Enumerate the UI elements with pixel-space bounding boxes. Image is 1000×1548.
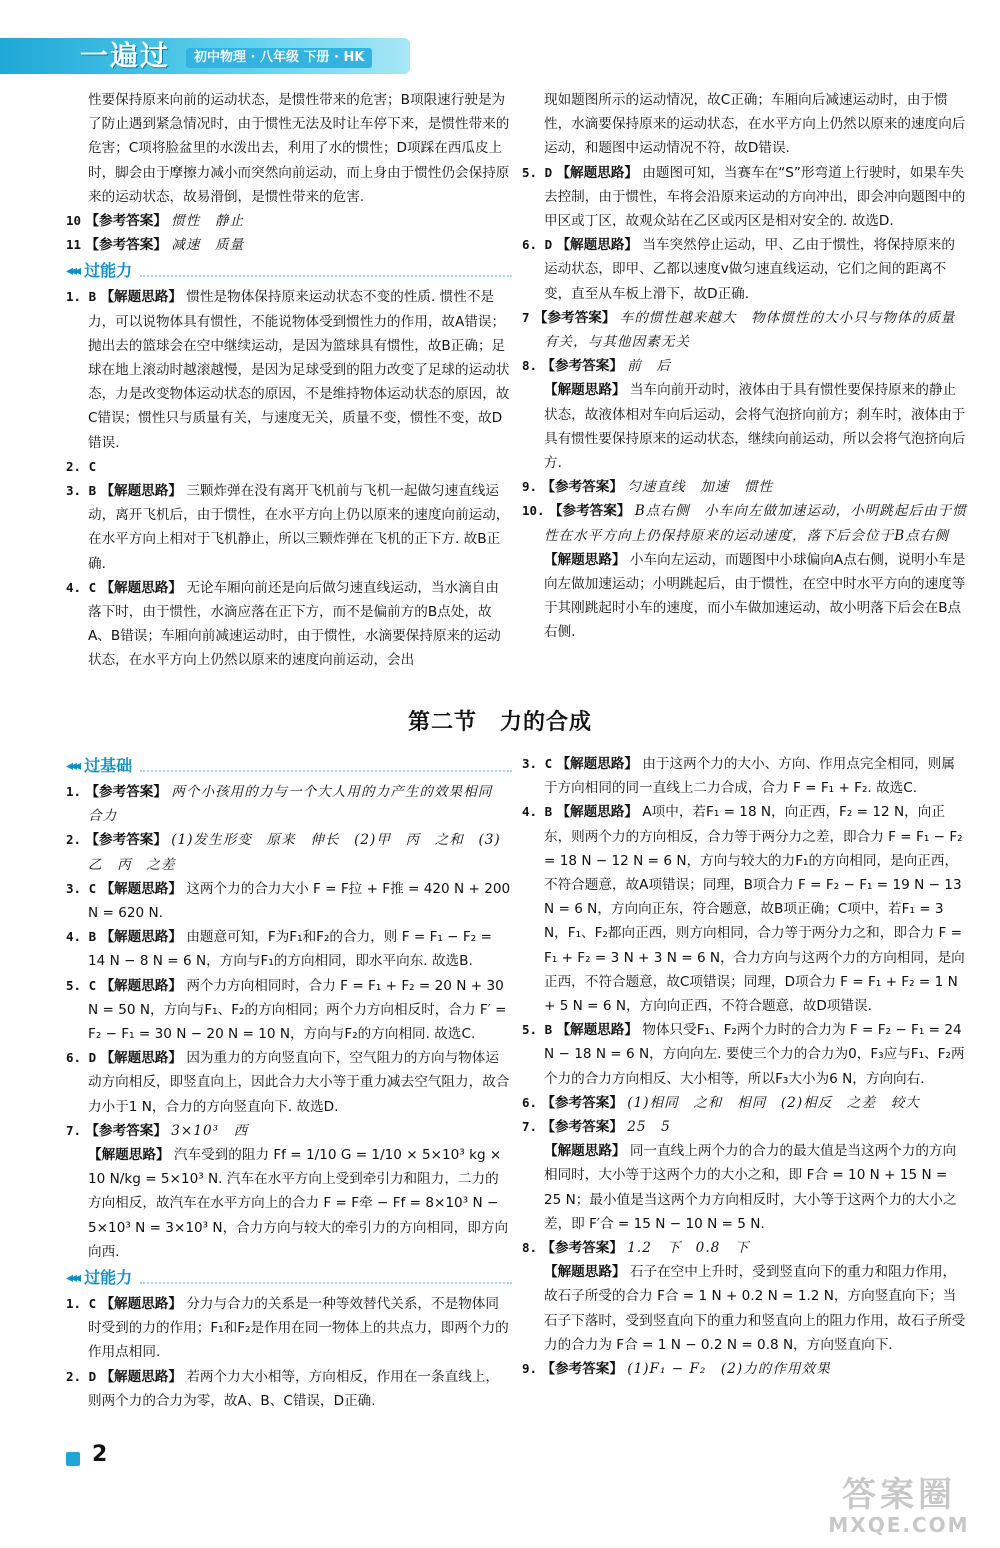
wing-icon: ◂◂◂: [66, 1270, 79, 1287]
ability-q1: 1. B 【解题思路】 惯性是物体保持原来运动状态不变的性质. 惯性不是力，可以说物体具有惯性，不能说物体受到惯性力的作用，故A错误；抛出去的篮球会在空中继续运动，是因为篮球具有惯性，故B正确；足球在地上滚动时越滚越慢，是因为足球受到的阻力改变了足球的运动状态，力是改变物体运动状态的原因，不是维持物体运动状态的原因，故C错误；惯性只与质量有关，与速度无关，质量不变，惯性不变，故D错误.: [66, 289, 510, 451]
ability2-q3: 3. C 【解题思路】 由于这两个力的大小、方向、作用点完全相同，则属于方向相同的同一直线上二力合成，合力 F = F₁ + F₂. 故选C.: [522, 756, 955, 797]
section-heading-ability-2: ◂◂◂ 过能力: [66, 1266, 512, 1290]
q8: 8. 【参考答案】 前 后: [522, 358, 672, 375]
book-tag: 初中物理 · 八年级 下册 · HK: [186, 48, 372, 68]
wing-icon: ◂◂◂: [66, 263, 79, 280]
basic-q3: 3. C 【解题思路】 这两个力的合力大小 F = F拉 + F推 = 420 N + 200 N = 620 N.: [66, 880, 511, 922]
basic-q1: 1. 【参考答案】 两个小孩用的力与一个大人用的力产生的效果相同 合力: [66, 784, 507, 825]
q9-continued: 性要保持原来向前的运动状态，是惯性带来的危害；B项限速行驶是为了防止遇到紧急情况时，由于惯性无法及时让车停下来，是惯性带来的危害；C项将脸盆里的水泼出去，利用了水的惯性；D项踩在西瓜皮上时，脚会由于摩擦力减小而突然向前运动，而上身由于惯性仍会保持原来的运动状态，故易滑倒，是惯性带来的危害.: [88, 92, 510, 205]
q9: 9. 【参考答案】 匀速直线 加速 惯性: [522, 479, 774, 496]
ability-q4: 4. C 【解题思路】 无论车厢向前还是向后做匀速直线运动，当水滴自由落下时，由于惯性，水滴应落在正下方，而不是偏前方的B点处，故A、B错误；车厢向前减速运动时，由于惯性，水滴要保持原来的运动状态，在水平方向上仍然以原来的速度向前运动，会出: [66, 579, 501, 669]
q10-solution: 【解题思路】 小车向左运动，而题图中小球偏向A点右侧，说明小车是向左做加速运动；小明跳起后，由于惯性，在空中时水平方向的速度等于其刚跳起时小车的速度，而小车做加速运动，故小明落下后会在B点右侧.: [544, 551, 966, 641]
ability2-q5: 5. B 【解题思路】 物体只受F₁、F₂两个力时的合力为 F = F₂ − F₁ = 24 N − 18 N = 6 N，方向向左. 要使三个力的合力为0，F₃应与F₁、F₂两个力的合力方向相反、大小相等，所以F₃大小为6 N，方向向右.: [522, 1022, 965, 1087]
basic-q7-solution: 【解题思路】 汽车受到的阻力 Ff = 1/10 G = 1/10 × 5×10³ kg × 10 N/kg = 5×10³ N. 汽车在水平方向上受到牵引力和阻力，二力的方向相反，故汽车在水平方向上的合力 F = F牵 − Ff = 8×10³ N − 5×10³ N = 3×10³ N，合力方向与较大的牵引力的方向相同，即方向向西.: [88, 1147, 509, 1260]
q10: 10. 【参考答案】 B点右侧 小车向左做加速运动，小明跳起后由于惯性在水平方向上仍保持原来的运动速度，落下后会位于B点右侧: [522, 503, 967, 544]
basic-q6: 6. D 【解题思路】 因为重力的方向竖直向下，空气阻力的方向与物体运动方向相反，即竖直向上，因此合力大小等于重力减去空气阻力，故合力小于1 N，合力的方向竖直向下. 故选D.: [66, 1050, 510, 1115]
ability2-q9: 9. 【参考答案】 (1)F₁ − F₂ (2)力的作用效果: [522, 1361, 831, 1378]
ability2-q2: 2. D 【解题思路】 若两个力大小相等，方向相反，作用在一条直线上，则两个力的合力为零，故A、B、C错误，D正确.: [66, 1368, 499, 1409]
basic-q7: 7. 【参考答案】 3×10³ 西: [66, 1122, 249, 1139]
ability2-q7-solution: 【解题思路】 同一直线上两个力的合力的最大值是当这两个力的方向相同时，大小等于这两个力的大小之和，即 F合 = 10 N + 15 N = 25 N；最小值是当这两个力方向相反时，大小等于这两个力的大小之差，即 F′合 = 15 N − 10 N = 5 N.: [544, 1143, 957, 1232]
ability2-q6: 6. 【参考答案】 (1)相同 之和 相同 (2)相反 之差 较大: [522, 1094, 920, 1111]
ability2-q8: 8. 【参考答案】 1.2 下 0.8 下: [522, 1240, 750, 1257]
q8-solution: 【解题思路】 当车向前开动时，液体由于具有惯性要保持原来的静止状态，故液体相对车向后运动，会将气泡挤向前方；刹车时，液体由于具有惯性要保持原来的运动状态，继续向前运动，所以会将气泡挤向后方.: [544, 382, 966, 472]
section-title: 第二节 力的合成: [407, 710, 592, 735]
brand-logo: 一遍过: [80, 39, 171, 72]
left-column-top: [66, 88, 512, 673]
ability2-q7: 7. 【参考答案】 25 5: [522, 1119, 671, 1136]
q11-answer: 11 【参考答案】 减速 质量: [66, 237, 245, 254]
ability-q3: 3. B 【解题思路】 三颗炸弹在没有离开飞机前与飞机一起做匀速直线运动，离开飞机后，由于惯性，在水平方向上仍以原来的速度向前运动，在水平方向上相对于飞机静止，所以三颗炸弹在飞机的正下方. 故B正确.: [66, 483, 510, 572]
q6: 6. D 【解题思路】 当车突然停止运动，甲、乙由于惯性，将保持原来的运动状态，即甲、乙都以速度v做匀速直线运动，它们之间的距离不变，直至从车板上滑下，故D正确.: [522, 237, 955, 302]
q5: 5. D 【解题思路】 由题图可知，当赛车在“S”形弯道上行驶时，如果车失去控制，由于惯性，车将会沿原来运动的方向冲出，即会冲向题图中的甲区或丁区，故观众站在乙区或丙区是相对安全的. 故选D.: [522, 164, 966, 230]
basic-q2: 2. 【参考答案】 (1)发生形变 原来 伸长 (2)甲 丙 之和 (3)乙 丙 之差: [66, 832, 501, 873]
basic-q5: 5. C 【解题思路】 两个力方向相同时，合力 F = F₁ + F₂ = 20 N + 30 N = 50 N，方向与F₁、F₂的方向相同；两个力方向相反时，合力 F′ = F₂ − F₁ = 30 N − 20 N = 10 N，方向与F₂的方向相同. 故选C.: [66, 977, 507, 1043]
q4-continued: 现如题图所示的运动情况，故C正确；车厢向后减速运动时，由于惯性，水滴要保持原来的运动状态，在水平方向上仍然以原来的速度向后运动，和题图中运动情况不符，故D错误.: [544, 92, 966, 157]
ability-q2: 2. C: [66, 458, 97, 474]
basic-q4: 4. B 【解题思路】 由题意可知，F为F₁和F₂的合力，则 F = F₁ − F₂ = 14 N − 8 N = 6 N，方向与F₁的方向相同，即水平向东. 故选B.: [66, 929, 492, 970]
q10-answer: 10 【参考答案】 惯性 静止: [66, 213, 245, 230]
q7: 7 【参考答案】 车的惯性越来越大 物体惯性的大小只与物体的质量有关，与其他因素无关: [522, 309, 956, 351]
ability2-q1: 1. C 【解题思路】 分力与合力的关系是一种等效替代关系，不是物体同时受到的力的作用；F₁和F₂是作用在同一物体上的共点力，即两个力的作用点相同.: [66, 1296, 509, 1361]
dotted-divider: [140, 760, 512, 772]
right-column-top: [522, 88, 968, 645]
section-heading-basic: ◂◂◂ 过基础: [66, 754, 512, 778]
right-column-bottom: [522, 752, 968, 1381]
left-column-bottom: [66, 752, 512, 1413]
ability2-q8-solution: 【解题思路】 石子在空中上升时，受到竖直向下的重力和阻力作用，故石子所受的合力 F合 = 1 N + 0.2 N = 1.2 N，方向竖直向下；当石子下落时，受到竖直向下的重力和竖直向上的阻力作用，故石子所受力的合力为 F合 = 1 N − 0.2 N = 0.8 N，方向竖直向下.: [544, 1264, 966, 1353]
watermark-logo: 答案圈 MXQE.COM: [828, 1475, 970, 1537]
dotted-divider: [140, 1272, 512, 1284]
wing-icon: ◂◂◂: [66, 758, 79, 774]
ability2-q4: 4. B 【解题思路】 A项中，若F₁ = 18 N，向正西，F₂ = 12 N，向正东，则两个力的方向相反，合力等于两分力之差，即合力 F = F₁ − F₂ = 18 N − 12 N = 6 N，方向与较大的力F₁的方向相同，是向正西，不符合题意，故A项错误；同理，B项合力 F = F₂ − F₁ = 19 N − 13 N = 6 N，方向向正东，符合题意，故B项正确；C项中，若F₁ = 3 N，F₁、F₂都向正西，则方向相同，合力等于两分力之和，即合力 F = F₁ + F₂ = 3 N + 3 N = 6 N，合力方向与这两个力的方向相同，是向正西，不符合题意，故C项错误；同理，D项合力 F = F₁ + F₂ = 1 N + 5 N = 6 N，方向向正西，不符合题意，故D项错误.: [522, 804, 965, 1015]
page-number: 2: [92, 1442, 108, 1467]
section-heading-ability: ◂◂◂ 过能力: [66, 259, 512, 283]
page-marker-icon: [66, 1452, 80, 1466]
dotted-divider: [140, 265, 512, 277]
